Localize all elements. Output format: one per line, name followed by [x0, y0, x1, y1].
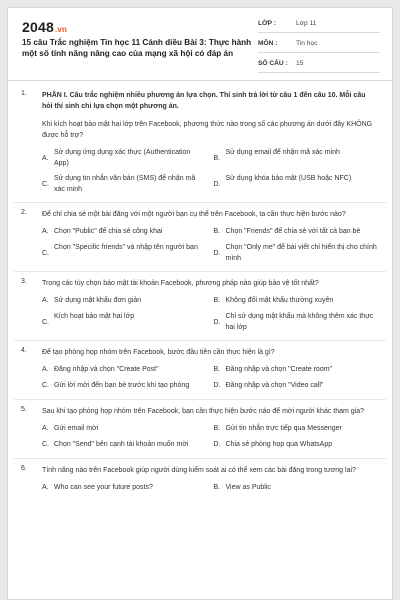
question-number: 4. [21, 347, 27, 354]
option-letter: A. [42, 425, 49, 432]
question-text: Để tạo phòng họp nhóm trên Facebook, bước đầu tiên cần thực hiện là gì? [42, 349, 275, 356]
options [42, 423, 377, 451]
question-subtext: Khi kích hoạt bảo mật hai lớp trên Facebook, phương thức nào trong số các phương án dưới đây KHÔNG được hỗ trợ? [42, 121, 373, 139]
options [42, 226, 377, 264]
options [42, 295, 377, 333]
question-text: Tính năng nào trên Facebook giúp người dùng kiểm soát ai có thể xem các bài đăng trong tương lai? [42, 467, 356, 474]
option-text: Đăng nhập và chọn "Create Post" [54, 366, 159, 373]
question-6 [8, 465, 392, 494]
question-number: 5. [21, 406, 27, 413]
option-text: Đăng nhập và chọn "Create room" [225, 366, 333, 373]
question-4 [8, 347, 392, 400]
option-text: Sử dụng tin nhắn văn bản (SMS) để nhận mã xác minh [54, 175, 196, 193]
option-text: Sử dụng email để nhận mã xác minh [225, 149, 340, 156]
question-divider [14, 340, 386, 341]
option-text: Gửi email mời [54, 425, 99, 432]
option-a[interactable] [42, 147, 206, 169]
option-text: Gửi lời mời đến bạn bè trước khi tạo phòng [54, 382, 190, 389]
option-letter: B. [213, 154, 221, 162]
header [8, 8, 392, 78]
meta-label: SỐ CÂU : [258, 60, 288, 67]
option-letter: A. [42, 154, 49, 162]
option-a[interactable] [42, 482, 206, 494]
option-letter: A. [42, 297, 49, 304]
header-divider [8, 80, 392, 81]
option-letter: A. [42, 484, 49, 491]
option-letter: C. [42, 318, 49, 326]
option-b[interactable] [214, 423, 378, 435]
option-text: Who can see your future posts? [54, 484, 153, 491]
question-text: Sau khi tạo phòng họp nhóm trên Facebook, bạn cần thực hiện bước nào để mời người khác tham gia? [42, 408, 365, 415]
question-divider [14, 202, 386, 203]
meta-value: Tin học [296, 40, 318, 47]
option-c[interactable] [42, 311, 206, 333]
option-text: View as Public [225, 484, 271, 491]
logo-tld: .vn [54, 25, 68, 34]
option-a[interactable] [42, 226, 206, 238]
option-c[interactable] [42, 380, 206, 392]
option-text: Chọn "Send" bên cạnh tài khoản muốn mời [54, 441, 189, 448]
option-text: Chọn "Public" để chia sẻ công khai [54, 228, 163, 235]
site-logo[interactable] [22, 19, 67, 35]
option-text: Sử dụng mật khẩu đơn giản [54, 297, 142, 304]
option-a[interactable] [42, 295, 206, 307]
section-instruction: PHẦN I. Câu trắc nghiệm nhiều phương án lựa chọn. Thí sinh trả lời từ câu 1 đến câu 10. Mỗi câu hỏi thí sinh chỉ lựa chọn một phương án. [42, 92, 366, 110]
question-5 [8, 406, 392, 459]
meta-row-class [258, 18, 380, 33]
question-number: 1. [21, 90, 27, 97]
option-letter: C. [42, 249, 49, 257]
question-divider [14, 458, 386, 459]
meta-row-count [258, 58, 380, 73]
options [42, 482, 377, 494]
option-b[interactable] [214, 147, 378, 169]
option-letter: B. [213, 297, 221, 304]
option-text: Kích hoạt bảo mật hai lớp [54, 313, 135, 320]
option-text: Sử dụng khóa bảo mật (USB hoặc NFC) [225, 175, 352, 182]
question-2 [8, 209, 392, 272]
option-text: Chọn "Specific friends" và nhập tên người bạn [54, 244, 198, 251]
option-text: Đăng nhập và chọn "Video call" [225, 382, 324, 389]
option-text: Chọn "Friends" để chia sẻ với tất cả bạn bè [225, 228, 361, 235]
question-number: 6. [21, 465, 27, 472]
meta-label: LỚP : [258, 20, 276, 27]
option-a[interactable] [42, 423, 206, 435]
option-d[interactable] [214, 311, 378, 333]
meta-info [258, 18, 380, 78]
option-c[interactable] [42, 173, 206, 195]
meta-row-subject [258, 38, 380, 53]
option-text: Gửi tin nhắn trực tiếp qua Messenger [225, 425, 342, 432]
option-a[interactable] [42, 364, 206, 376]
option-letter: D. [213, 180, 221, 188]
option-b[interactable] [214, 226, 378, 238]
question-text: Trong các tùy chọn bảo mật tài khoản Facebook, phương pháp nào giúp bảo vệ tốt nhất? [42, 280, 319, 287]
question-number: 3. [21, 278, 27, 285]
question-3 [8, 278, 392, 341]
option-letter: C. [42, 180, 49, 188]
option-letter: A. [42, 366, 49, 373]
option-letter: C. [42, 441, 49, 448]
option-d[interactable] [214, 173, 378, 195]
meta-label: MÔN : [258, 40, 278, 47]
page-title: 15 câu Trắc nghiệm Tin học 11 Cánh diều Bài 3: Thực hành một số tính năng nâng cao của mạng xã hội có đáp án [22, 38, 252, 58]
option-d[interactable] [214, 242, 378, 264]
option-letter: D. [213, 249, 221, 257]
question-number: 2. [21, 209, 27, 216]
meta-value: 15 [296, 60, 304, 67]
option-b[interactable] [214, 364, 378, 376]
option-letter: B. [213, 425, 221, 432]
option-letter: B. [213, 228, 221, 235]
logo-text: 2048 [22, 19, 54, 35]
option-text: Sử dụng ứng dụng xác thực (Authentication App) [54, 149, 191, 167]
option-text: Không đổi mật khẩu thường xuyên [225, 297, 334, 304]
option-letter: B. [213, 366, 221, 373]
option-b[interactable] [214, 295, 378, 307]
option-letter: D. [213, 441, 221, 448]
option-letter: D. [213, 382, 221, 389]
option-letter: B. [213, 484, 221, 491]
option-d[interactable] [214, 380, 378, 392]
meta-value: Lớp 11 [296, 20, 317, 27]
option-b[interactable] [214, 482, 378, 494]
quiz-page [7, 7, 393, 600]
options [42, 147, 377, 195]
option-letter: A. [42, 228, 49, 235]
question-1 [8, 90, 392, 203]
option-letter: C. [42, 382, 49, 389]
option-letter: D. [213, 318, 221, 326]
question-divider [14, 399, 386, 400]
option-text: Chỉ sử dụng mật khẩu mà không thêm xác thực hai lớp [225, 313, 374, 331]
question-list [8, 84, 392, 494]
option-c[interactable] [42, 439, 206, 451]
option-text: Chọn "Only me" để bài viết chỉ hiển thị cho chính mình [225, 244, 377, 262]
option-d[interactable] [214, 439, 378, 451]
question-text: Để chỉ chia sẻ một bài đăng với một người bạn cụ thể trên Facebook, ta cần thực hiện bước nào? [42, 211, 346, 218]
question-text [42, 90, 377, 141]
options [42, 364, 377, 392]
question-divider [14, 271, 386, 272]
option-text: Chia sẻ phòng họp qua WhatsApp [225, 441, 333, 448]
option-c[interactable] [42, 242, 206, 264]
